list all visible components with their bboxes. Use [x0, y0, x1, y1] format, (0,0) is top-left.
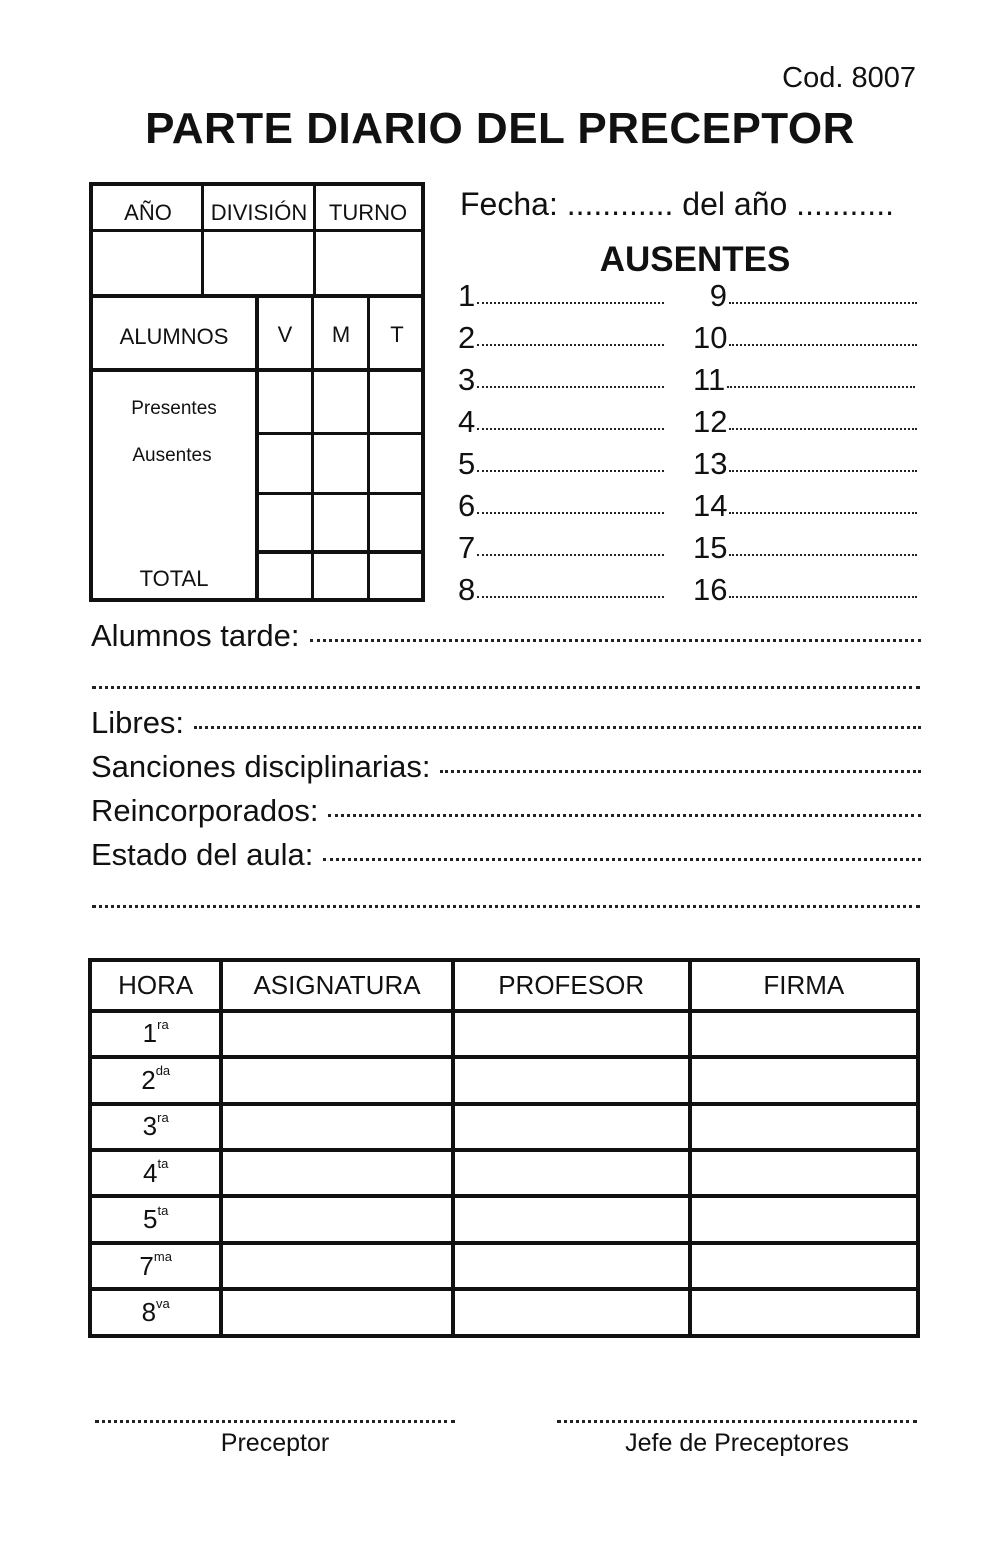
libres-field[interactable]	[91, 705, 921, 741]
total-label: TOTAL	[139, 566, 209, 591]
table-row	[90, 1196, 918, 1242]
alumnos-tarde-label: Alumnos tarde:	[91, 618, 300, 653]
hora-number: 8	[141, 1297, 157, 1328]
reincorporados-label: Reincorporados:	[91, 793, 319, 828]
preceptor-signature[interactable]	[95, 1420, 455, 1458]
hora-cell	[90, 1196, 221, 1242]
asignatura-cell[interactable]	[221, 1011, 452, 1057]
v-label: V	[277, 322, 293, 347]
absent-number: 11	[693, 362, 726, 397]
m-label: M	[331, 322, 351, 347]
absent-slot[interactable]	[458, 404, 664, 440]
absent-slot[interactable]	[693, 488, 917, 524]
absent-number: 8	[458, 572, 476, 607]
profesor-cell[interactable]	[453, 1057, 690, 1103]
schedule-table	[88, 958, 920, 1338]
profesor-cell[interactable]	[453, 1196, 690, 1242]
signature-line	[95, 1420, 455, 1423]
asignatura-header: ASIGNATURA	[221, 960, 452, 1011]
absent-slot[interactable]	[693, 404, 917, 440]
sanciones-field[interactable]	[91, 749, 921, 785]
table-row	[90, 1057, 918, 1103]
t-label: T	[390, 322, 404, 347]
absent-slot[interactable]	[458, 278, 664, 314]
absent-number: 15	[693, 530, 728, 565]
signature-line	[557, 1420, 917, 1423]
asignatura-cell[interactable]	[221, 1243, 452, 1289]
hora-suffix: va	[156, 1295, 170, 1311]
absent-slot[interactable]	[693, 572, 917, 608]
fecha-line[interactable]: Fecha: ............ del año ...........	[460, 186, 894, 222]
absent-slot[interactable]	[693, 446, 917, 482]
hora-number: 1	[142, 1018, 158, 1049]
hora-suffix: ma	[153, 1249, 172, 1265]
table-row	[90, 1104, 918, 1150]
form-code: Cod. 8007	[782, 62, 916, 94]
absent-number: 7	[458, 530, 476, 565]
hora-suffix: ra	[157, 1016, 169, 1032]
hora-header: HORA	[90, 960, 221, 1011]
absent-slot[interactable]	[458, 488, 664, 524]
firma-cell[interactable]	[690, 1150, 918, 1196]
asignatura-cell[interactable]	[221, 1057, 452, 1103]
firma-cell[interactable]	[690, 1289, 918, 1336]
absent-number: 5	[458, 446, 476, 481]
ausentes-label: Ausentes	[132, 445, 212, 466]
hora-cell	[90, 1011, 221, 1057]
absent-slot[interactable]	[693, 320, 917, 356]
col-ano-label: AÑO	[124, 200, 172, 225]
profesor-cell[interactable]	[453, 1011, 690, 1057]
table-header-row	[90, 960, 918, 1011]
absent-number: 6	[458, 488, 476, 523]
col-turno-label: TURNO	[328, 200, 408, 225]
profesor-cell[interactable]	[453, 1150, 690, 1196]
divider	[255, 296, 259, 602]
absent-slot[interactable]	[458, 446, 664, 482]
absent-number: 3	[458, 362, 476, 397]
table-row	[90, 1011, 918, 1057]
profesor-cell[interactable]	[453, 1289, 690, 1336]
hora-cell	[90, 1057, 221, 1103]
absent-slot[interactable]	[458, 320, 664, 356]
absent-number: 9	[709, 278, 727, 313]
hora-cell	[90, 1150, 221, 1196]
page-title: PARTE DIARIO DEL PRECEPTOR	[145, 104, 855, 153]
hora-suffix: ta	[157, 1156, 169, 1172]
hora-suffix: ra	[157, 1109, 169, 1125]
absent-number: 2	[458, 320, 476, 355]
firma-cell[interactable]	[690, 1104, 918, 1150]
absent-number: 13	[693, 446, 728, 481]
absent-slot[interactable]	[458, 530, 664, 566]
absent-slot[interactable]	[458, 362, 664, 398]
hora-number: 4	[143, 1157, 158, 1188]
absent-slot[interactable]	[693, 530, 917, 566]
libres-label: Libres:	[91, 705, 185, 740]
estado-aula-continuation[interactable]	[92, 905, 920, 908]
jefe-label: Jefe de Preceptores	[625, 1429, 849, 1457]
ano-input[interactable]	[93, 232, 201, 296]
absent-slot[interactable]	[693, 278, 917, 314]
col-division-label: DIVISIÓN	[210, 200, 308, 225]
divider	[257, 492, 421, 495]
table-row	[90, 1150, 918, 1196]
alumnos-label: ALUMNOS	[119, 324, 229, 349]
profesor-cell[interactable]	[453, 1104, 690, 1150]
hora-cell	[90, 1243, 221, 1289]
absent-slot[interactable]	[458, 572, 664, 608]
hora-number: 2	[141, 1064, 156, 1095]
preceptor-label: Preceptor	[220, 1429, 330, 1457]
asignatura-cell[interactable]	[221, 1104, 452, 1150]
turno-input[interactable]	[316, 232, 421, 296]
hora-cell	[90, 1104, 221, 1150]
hora-number: 7	[139, 1250, 154, 1281]
table-row	[90, 1289, 918, 1336]
divider	[257, 432, 421, 435]
asignatura-cell[interactable]	[221, 1150, 452, 1196]
ausentes-title: AUSENTES	[599, 240, 791, 279]
absent-number: 10	[693, 320, 728, 355]
divider	[367, 296, 370, 602]
absent-number: 16	[693, 572, 728, 607]
table-row	[90, 1243, 918, 1289]
division-input[interactable]	[204, 232, 313, 296]
sanciones-label: Sanciones disciplinarias:	[91, 749, 431, 784]
absent-number: 14	[693, 488, 728, 523]
estado-aula-label: Estado del aula:	[91, 837, 314, 872]
hora-suffix: da	[155, 1063, 171, 1079]
firma-cell[interactable]	[690, 1011, 918, 1057]
firma-cell[interactable]	[690, 1243, 918, 1289]
absent-number: 1	[458, 278, 476, 313]
jefe-signature[interactable]	[557, 1420, 917, 1458]
hora-suffix: ta	[157, 1202, 169, 1218]
hora-number: 5	[143, 1204, 158, 1235]
hora-cell	[90, 1289, 221, 1336]
firma-cell[interactable]	[690, 1196, 918, 1242]
estado-aula-field[interactable]	[91, 837, 921, 873]
divider	[93, 368, 421, 372]
alumnos-tarde-field[interactable]	[91, 618, 921, 654]
alumnos-tarde-continuation[interactable]	[92, 686, 920, 689]
firma-cell[interactable]	[690, 1057, 918, 1103]
divider	[257, 550, 421, 554]
profesor-header: PROFESOR	[453, 960, 690, 1011]
absent-slot[interactable]	[693, 362, 915, 398]
reincorporados-field[interactable]	[91, 793, 921, 829]
firma-header: FIRMA	[690, 960, 918, 1011]
divider	[311, 296, 314, 602]
absent-number: 12	[693, 404, 728, 439]
asignatura-cell[interactable]	[221, 1196, 452, 1242]
presentes-label: Presentes	[131, 398, 217, 419]
absent-number: 4	[458, 404, 476, 439]
hora-number: 3	[142, 1111, 158, 1142]
attendance-summary-box	[89, 182, 425, 602]
asignatura-cell[interactable]	[221, 1289, 452, 1336]
profesor-cell[interactable]	[453, 1243, 690, 1289]
